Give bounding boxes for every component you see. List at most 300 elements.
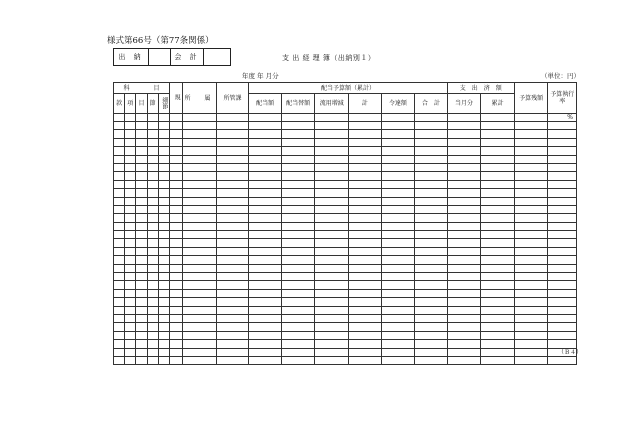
ledger-cell[interactable] — [548, 264, 577, 272]
ledger-cell[interactable] — [114, 214, 125, 222]
ledger-cell[interactable] — [548, 331, 577, 339]
ledger-cell[interactable] — [183, 281, 217, 289]
ledger-cell[interactable] — [147, 306, 158, 314]
ledger-cell[interactable] — [114, 147, 125, 155]
ledger-cell[interactable] — [136, 163, 147, 171]
ledger-cell[interactable] — [548, 197, 577, 205]
ledger-cell[interactable] — [158, 340, 169, 348]
ledger-cell[interactable] — [147, 214, 158, 222]
ledger-cell[interactable] — [158, 264, 169, 272]
ledger-cell[interactable] — [514, 122, 548, 130]
ledger-cell[interactable] — [158, 163, 169, 171]
ledger-cell[interactable] — [349, 256, 382, 264]
ledger-cell[interactable] — [114, 348, 125, 356]
ledger-cell[interactable] — [114, 163, 125, 171]
ledger-cell[interactable] — [381, 163, 415, 171]
ledger-cell[interactable] — [447, 298, 481, 306]
ledger-cell[interactable] — [147, 298, 158, 306]
ledger-cell[interactable] — [481, 298, 515, 306]
ledger-cell[interactable] — [216, 197, 249, 205]
ledger-cell[interactable] — [381, 180, 415, 188]
ledger-cell[interactable] — [125, 306, 136, 314]
ledger-cell[interactable] — [548, 239, 577, 247]
ledger-cell[interactable] — [548, 256, 577, 264]
ledger-cell[interactable] — [315, 264, 349, 272]
ledger-cell[interactable] — [249, 348, 282, 356]
ledger-cell[interactable] — [125, 348, 136, 356]
ledger-cell[interactable] — [249, 331, 282, 339]
ledger-cell[interactable] — [315, 273, 349, 281]
ledger-cell[interactable] — [548, 247, 577, 255]
ledger-cell[interactable] — [125, 138, 136, 146]
ledger-cell[interactable] — [216, 222, 249, 230]
ledger-cell[interactable] — [281, 147, 315, 155]
ledger-cell[interactable] — [114, 306, 125, 314]
ledger-cell[interactable] — [183, 323, 217, 331]
ledger-cell[interactable] — [136, 205, 147, 213]
ledger-cell[interactable] — [315, 314, 349, 322]
ledger-cell[interactable] — [183, 289, 217, 297]
ledger-cell[interactable] — [125, 130, 136, 138]
ledger-cell[interactable] — [349, 306, 382, 314]
ledger-cell[interactable] — [183, 256, 217, 264]
ledger-cell[interactable] — [514, 273, 548, 281]
ledger-cell[interactable] — [281, 256, 315, 264]
ledger-cell[interactable] — [183, 197, 217, 205]
ledger-cell[interactable] — [183, 130, 217, 138]
ledger-cell[interactable] — [349, 147, 382, 155]
ledger-cell[interactable] — [315, 172, 349, 180]
ledger-cell[interactable] — [136, 231, 147, 239]
ledger-cell[interactable] — [147, 197, 158, 205]
ledger-cell[interactable] — [447, 130, 481, 138]
ledger-cell[interactable] — [170, 138, 183, 146]
ledger-cell[interactable] — [114, 256, 125, 264]
ledger-cell[interactable] — [315, 130, 349, 138]
ledger-cell[interactable] — [481, 314, 515, 322]
ledger-cell[interactable] — [158, 239, 169, 247]
ledger-cell[interactable] — [158, 289, 169, 297]
ledger-cell[interactable] — [315, 214, 349, 222]
approval-cell-suito[interactable] — [149, 49, 171, 65]
ledger-cell[interactable] — [147, 281, 158, 289]
ledger-cell[interactable] — [125, 356, 136, 364]
ledger-cell[interactable] — [514, 214, 548, 222]
ledger-cell[interactable] — [147, 348, 158, 356]
ledger-cell[interactable] — [481, 356, 515, 364]
ledger-cell[interactable] — [136, 138, 147, 146]
ledger-cell[interactable] — [281, 197, 315, 205]
ledger-cell[interactable] — [447, 163, 481, 171]
ledger-cell[interactable] — [147, 205, 158, 213]
ledger-cell[interactable] — [114, 122, 125, 130]
ledger-cell[interactable] — [114, 172, 125, 180]
ledger-cell[interactable] — [315, 340, 349, 348]
ledger-cell[interactable] — [249, 163, 282, 171]
ledger-cell[interactable] — [114, 239, 125, 247]
ledger-cell[interactable] — [381, 273, 415, 281]
ledger-cell[interactable] — [447, 247, 481, 255]
ledger-cell[interactable] — [349, 298, 382, 306]
ledger-cell[interactable] — [315, 331, 349, 339]
ledger-cell[interactable] — [183, 163, 217, 171]
ledger-cell[interactable] — [381, 256, 415, 264]
ledger-cell[interactable] — [315, 138, 349, 146]
ledger-cell[interactable] — [249, 222, 282, 230]
ledger-cell[interactable] — [349, 180, 382, 188]
ledger-cell[interactable] — [216, 314, 249, 322]
ledger-cell[interactable] — [548, 231, 577, 239]
ledger-cell[interactable] — [548, 163, 577, 171]
ledger-cell[interactable] — [281, 281, 315, 289]
ledger-cell[interactable] — [216, 264, 249, 272]
ledger-cell[interactable] — [216, 298, 249, 306]
ledger-cell[interactable] — [249, 147, 282, 155]
ledger-cell[interactable] — [514, 155, 548, 163]
ledger-cell[interactable] — [125, 331, 136, 339]
ledger-cell[interactable] — [136, 264, 147, 272]
ledger-cell[interactable] — [183, 222, 217, 230]
ledger-cell[interactable] — [136, 155, 147, 163]
ledger-cell[interactable] — [170, 222, 183, 230]
ledger-cell[interactable] — [315, 281, 349, 289]
ledger-cell[interactable] — [125, 122, 136, 130]
ledger-cell[interactable] — [216, 189, 249, 197]
ledger-cell[interactable] — [249, 264, 282, 272]
ledger-cell[interactable] — [147, 264, 158, 272]
ledger-cell[interactable] — [114, 289, 125, 297]
ledger-cell[interactable] — [147, 180, 158, 188]
ledger-cell[interactable] — [147, 289, 158, 297]
ledger-cell[interactable] — [381, 264, 415, 272]
ledger-cell[interactable] — [281, 314, 315, 322]
ledger-cell[interactable] — [281, 231, 315, 239]
ledger-cell[interactable] — [114, 197, 125, 205]
ledger-cell[interactable] — [136, 340, 147, 348]
ledger-cell[interactable] — [136, 306, 147, 314]
ledger-cell[interactable] — [281, 222, 315, 230]
ledger-cell[interactable] — [514, 356, 548, 364]
ledger-cell[interactable] — [514, 239, 548, 247]
ledger-cell[interactable] — [481, 214, 515, 222]
ledger-cell[interactable] — [249, 205, 282, 213]
ledger-cell[interactable] — [158, 214, 169, 222]
ledger-cell[interactable] — [315, 155, 349, 163]
ledger-cell[interactable] — [349, 130, 382, 138]
ledger-cell[interactable] — [147, 247, 158, 255]
ledger-cell[interactable] — [415, 214, 448, 222]
ledger-cell[interactable] — [514, 306, 548, 314]
ledger-cell[interactable] — [183, 122, 217, 130]
ledger-cell[interactable] — [415, 264, 448, 272]
ledger-cell[interactable] — [216, 239, 249, 247]
ledger-cell[interactable] — [147, 239, 158, 247]
ledger-cell[interactable] — [447, 205, 481, 213]
ledger-cell[interactable] — [125, 222, 136, 230]
ledger-cell[interactable] — [183, 298, 217, 306]
ledger-cell[interactable] — [514, 289, 548, 297]
ledger-cell[interactable] — [158, 281, 169, 289]
ledger-cell[interactable] — [514, 298, 548, 306]
ledger-cell[interactable] — [183, 356, 217, 364]
ledger-cell[interactable] — [514, 222, 548, 230]
ledger-cell[interactable] — [514, 130, 548, 138]
ledger-cell[interactable] — [415, 180, 448, 188]
ledger-cell[interactable] — [216, 348, 249, 356]
ledger-cell[interactable] — [114, 323, 125, 331]
ledger-cell[interactable] — [136, 214, 147, 222]
ledger-cell[interactable] — [183, 205, 217, 213]
ledger-cell[interactable] — [514, 281, 548, 289]
ledger-cell[interactable] — [125, 289, 136, 297]
ledger-cell[interactable] — [548, 289, 577, 297]
ledger-cell[interactable] — [136, 323, 147, 331]
ledger-cell[interactable] — [183, 331, 217, 339]
ledger-cell[interactable] — [170, 239, 183, 247]
ledger-cell[interactable] — [481, 273, 515, 281]
ledger-cell[interactable] — [136, 122, 147, 130]
ledger-cell[interactable] — [514, 138, 548, 146]
ledger-cell[interactable] — [415, 172, 448, 180]
ledger-cell[interactable] — [548, 323, 577, 331]
ledger-cell[interactable] — [349, 264, 382, 272]
ledger-cell[interactable] — [125, 264, 136, 272]
ledger-cell[interactable] — [349, 205, 382, 213]
ledger-cell[interactable] — [125, 340, 136, 348]
ledger-cell[interactable] — [147, 130, 158, 138]
ledger-cell[interactable] — [281, 130, 315, 138]
ledger-cell[interactable] — [249, 180, 282, 188]
ledger-cell[interactable] — [381, 289, 415, 297]
ledger-cell[interactable] — [381, 155, 415, 163]
ledger-cell[interactable] — [158, 138, 169, 146]
ledger-cell[interactable] — [315, 147, 349, 155]
ledger-cell[interactable] — [349, 247, 382, 255]
ledger-cell[interactable] — [216, 214, 249, 222]
ledger-cell[interactable] — [147, 231, 158, 239]
ledger-cell[interactable] — [415, 122, 448, 130]
ledger-cell[interactable] — [158, 306, 169, 314]
ledger-cell[interactable] — [170, 256, 183, 264]
ledger-cell[interactable] — [216, 205, 249, 213]
ledger-cell[interactable] — [481, 331, 515, 339]
ledger-cell[interactable] — [170, 147, 183, 155]
ledger-cell[interactable] — [249, 155, 282, 163]
ledger-cell[interactable] — [415, 130, 448, 138]
ledger-cell[interactable] — [481, 138, 515, 146]
ledger-cell[interactable] — [170, 172, 183, 180]
ledger-cell[interactable] — [281, 180, 315, 188]
ledger-cell[interactable] — [381, 314, 415, 322]
ledger-cell[interactable] — [281, 289, 315, 297]
ledger-cell[interactable] — [216, 281, 249, 289]
ledger-cell[interactable] — [349, 314, 382, 322]
ledger-cell[interactable] — [481, 180, 515, 188]
ledger-cell[interactable] — [114, 281, 125, 289]
ledger-cell[interactable] — [281, 298, 315, 306]
ledger-cell[interactable] — [249, 239, 282, 247]
ledger-cell[interactable] — [170, 323, 183, 331]
ledger-cell[interactable] — [447, 314, 481, 322]
ledger-cell[interactable] — [349, 155, 382, 163]
ledger-cell[interactable] — [170, 298, 183, 306]
ledger-cell[interactable] — [249, 281, 282, 289]
ledger-cell[interactable] — [548, 130, 577, 138]
ledger-cell[interactable] — [447, 323, 481, 331]
ledger-cell[interactable] — [136, 147, 147, 155]
ledger-cell[interactable] — [415, 222, 448, 230]
ledger-cell[interactable] — [514, 189, 548, 197]
ledger-cell[interactable] — [281, 331, 315, 339]
ledger-cell[interactable] — [415, 356, 448, 364]
ledger-cell[interactable] — [381, 323, 415, 331]
ledger-cell[interactable] — [114, 331, 125, 339]
ledger-cell[interactable] — [183, 172, 217, 180]
ledger-cell[interactable] — [381, 247, 415, 255]
ledger-cell[interactable] — [447, 348, 481, 356]
ledger-cell[interactable] — [125, 197, 136, 205]
ledger-cell[interactable] — [249, 306, 282, 314]
ledger-cell[interactable] — [548, 122, 577, 130]
ledger-cell[interactable] — [548, 147, 577, 155]
ledger-cell[interactable] — [315, 356, 349, 364]
ledger-cell[interactable] — [114, 130, 125, 138]
ledger-cell[interactable] — [548, 214, 577, 222]
ledger-cell[interactable] — [381, 147, 415, 155]
ledger-cell[interactable] — [281, 306, 315, 314]
ledger-cell[interactable] — [281, 239, 315, 247]
ledger-cell[interactable] — [249, 122, 282, 130]
ledger-cell[interactable] — [249, 130, 282, 138]
ledger-cell[interactable] — [481, 239, 515, 247]
ledger-cell[interactable] — [183, 138, 217, 146]
ledger-cell[interactable] — [281, 138, 315, 146]
ledger-cell[interactable] — [481, 197, 515, 205]
ledger-cell[interactable] — [447, 306, 481, 314]
ledger-cell[interactable] — [415, 256, 448, 264]
ledger-cell[interactable] — [349, 323, 382, 331]
ledger-cell[interactable] — [447, 331, 481, 339]
ledger-cell[interactable] — [481, 155, 515, 163]
ledger-cell[interactable] — [249, 172, 282, 180]
ledger-cell[interactable] — [216, 247, 249, 255]
ledger-cell[interactable] — [447, 289, 481, 297]
ledger-cell[interactable] — [349, 331, 382, 339]
ledger-cell[interactable] — [216, 323, 249, 331]
ledger-cell[interactable] — [447, 222, 481, 230]
ledger-cell[interactable] — [147, 163, 158, 171]
ledger-cell[interactable] — [125, 163, 136, 171]
ledger-cell[interactable] — [136, 247, 147, 255]
ledger-cell[interactable] — [548, 314, 577, 322]
ledger-cell[interactable] — [158, 348, 169, 356]
ledger-cell[interactable] — [548, 155, 577, 163]
ledger-cell[interactable] — [216, 180, 249, 188]
ledger-cell[interactable] — [349, 172, 382, 180]
ledger-cell[interactable] — [415, 298, 448, 306]
ledger-cell[interactable] — [183, 147, 217, 155]
ledger-cell[interactable] — [249, 247, 282, 255]
ledger-cell[interactable] — [481, 256, 515, 264]
ledger-cell[interactable] — [548, 205, 577, 213]
ledger-cell[interactable] — [183, 273, 217, 281]
ledger-cell[interactable] — [114, 298, 125, 306]
ledger-cell[interactable] — [415, 239, 448, 247]
ledger-cell[interactable] — [481, 122, 515, 130]
ledger-cell[interactable] — [281, 323, 315, 331]
ledger-cell[interactable] — [249, 298, 282, 306]
ledger-cell[interactable] — [514, 314, 548, 322]
ledger-cell[interactable] — [281, 340, 315, 348]
ledger-cell[interactable] — [415, 314, 448, 322]
ledger-cell[interactable] — [170, 289, 183, 297]
ledger-cell[interactable] — [136, 256, 147, 264]
ledger-cell[interactable] — [481, 323, 515, 331]
ledger-cell[interactable] — [183, 231, 217, 239]
ledger-cell[interactable] — [415, 247, 448, 255]
ledger-cell[interactable] — [381, 356, 415, 364]
ledger-cell[interactable] — [315, 180, 349, 188]
ledger-cell[interactable] — [216, 289, 249, 297]
ledger-cell[interactable] — [514, 231, 548, 239]
ledger-cell[interactable] — [415, 231, 448, 239]
ledger-cell[interactable] — [415, 340, 448, 348]
ledger-cell[interactable] — [349, 163, 382, 171]
ledger-cell[interactable] — [447, 189, 481, 197]
ledger-cell[interactable] — [281, 189, 315, 197]
ledger-cell[interactable] — [349, 289, 382, 297]
ledger-cell[interactable] — [381, 214, 415, 222]
ledger-cell[interactable] — [136, 348, 147, 356]
ledger-cell[interactable] — [216, 273, 249, 281]
ledger-cell[interactable] — [170, 163, 183, 171]
ledger-cell[interactable] — [481, 189, 515, 197]
ledger-cell[interactable] — [514, 331, 548, 339]
ledger-cell[interactable] — [481, 340, 515, 348]
ledger-cell[interactable] — [481, 147, 515, 155]
ledger-cell[interactable] — [481, 289, 515, 297]
ledger-cell[interactable] — [349, 189, 382, 197]
ledger-cell[interactable] — [315, 222, 349, 230]
ledger-cell[interactable] — [349, 214, 382, 222]
ledger-cell[interactable] — [349, 356, 382, 364]
ledger-cell[interactable] — [481, 247, 515, 255]
ledger-cell[interactable] — [514, 172, 548, 180]
ledger-cell[interactable] — [481, 163, 515, 171]
ledger-cell[interactable] — [381, 340, 415, 348]
ledger-cell[interactable] — [415, 348, 448, 356]
ledger-cell[interactable] — [349, 340, 382, 348]
ledger-cell[interactable] — [381, 239, 415, 247]
ledger-cell[interactable] — [114, 273, 125, 281]
ledger-cell[interactable] — [216, 306, 249, 314]
ledger-cell[interactable] — [170, 281, 183, 289]
ledger-cell[interactable] — [447, 239, 481, 247]
ledger-cell[interactable] — [415, 138, 448, 146]
ledger-cell[interactable] — [415, 155, 448, 163]
ledger-cell[interactable] — [281, 264, 315, 272]
ledger-cell[interactable] — [381, 130, 415, 138]
ledger-cell[interactable] — [216, 340, 249, 348]
ledger-cell[interactable] — [147, 331, 158, 339]
ledger-cell[interactable] — [125, 147, 136, 155]
ledger-cell[interactable] — [315, 189, 349, 197]
ledger-cell[interactable] — [216, 172, 249, 180]
ledger-cell[interactable] — [183, 180, 217, 188]
ledger-cell[interactable] — [183, 214, 217, 222]
ledger-cell[interactable] — [415, 323, 448, 331]
ledger-cell[interactable] — [381, 222, 415, 230]
